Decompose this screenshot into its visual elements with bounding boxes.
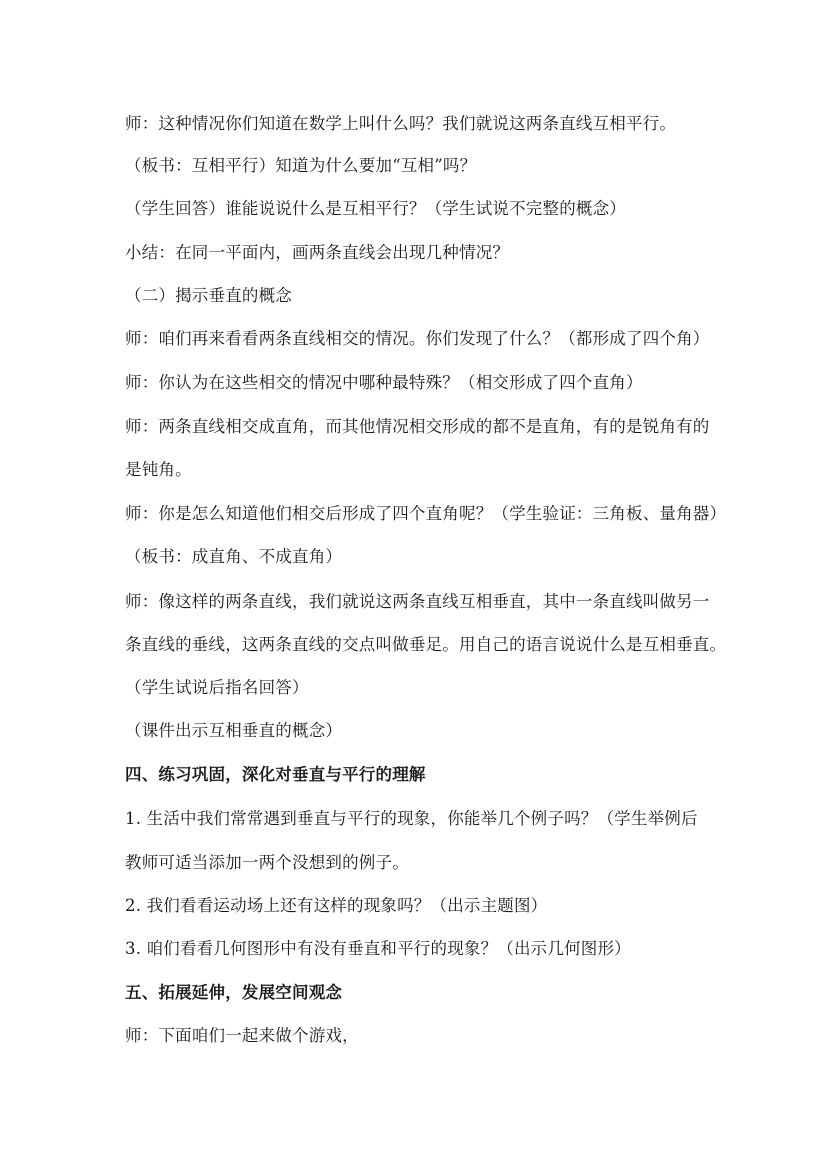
- text-line: （板书：成直角、不成直角）: [125, 547, 343, 566]
- text-line: （课件出示互相垂直的概念）: [125, 721, 343, 740]
- text-line: 教师可适当添加一两个没想到的例子。: [125, 853, 409, 872]
- section-subheading: （二）揭示垂直的概念: [125, 286, 292, 305]
- section-heading: 五、拓展延伸，发展空间观念: [125, 983, 343, 1002]
- text-line: 小结：在同一平面内，画两条直线会出现几种情况？: [125, 243, 510, 262]
- text-line: （学生回答）谁能说说什么是互相平行？（学生试说不完整的概念）: [125, 199, 626, 218]
- text-line: 师：你认为在这些相交的情况中哪种最特殊？（相交形成了四个直角）: [125, 373, 643, 392]
- text-line: （板书：互相平行）知道为什么要加“互相”吗？: [125, 156, 477, 175]
- text-line: 师：这种情况你们知道在数学上叫什么吗？我们就说这两条直线互相平行。: [125, 114, 677, 133]
- text-line: 是钝角。: [125, 460, 192, 479]
- text-line: （学生试说后指名回答）: [125, 678, 309, 697]
- text-line: 师：两条直线相交成直角，而其他情况相交形成的都不是直角，有的是锐角有的: [125, 417, 710, 436]
- section-heading: 四、练习巩固，深化对垂直与平行的理解: [125, 765, 426, 784]
- text-line: 师：像这样的两条直线，我们就说这两条直线互相垂直，其中一条直线叫做另一: [125, 592, 710, 611]
- text-line: 师：下面咱们一起来做个游戏，: [125, 1026, 359, 1045]
- text-line: 1. 生活中我们常常遇到垂直与平行的现象，你能举几个例子吗？（学生举例后: [125, 809, 698, 828]
- text-line: 师：咱们再来看看两条直线相交的情况。你们发现了什么？（都形成了四个角）: [125, 329, 710, 348]
- text-line: 师：你是怎么知道他们相交后形成了四个直角呢？（学生验证：三角板、量角器）: [125, 504, 727, 523]
- text-line: 3. 咱们看看几何图形中有没有垂直和平行的现象？（出示几何图形）: [125, 939, 631, 958]
- text-line: 2. 我们看看运动场上还有这样的现象吗？（出示主题图）: [125, 896, 548, 915]
- text-line: 条直线的垂线，这两条直线的交点叫做垂足。用自己的语言说说什么是互相垂直。: [125, 635, 727, 654]
